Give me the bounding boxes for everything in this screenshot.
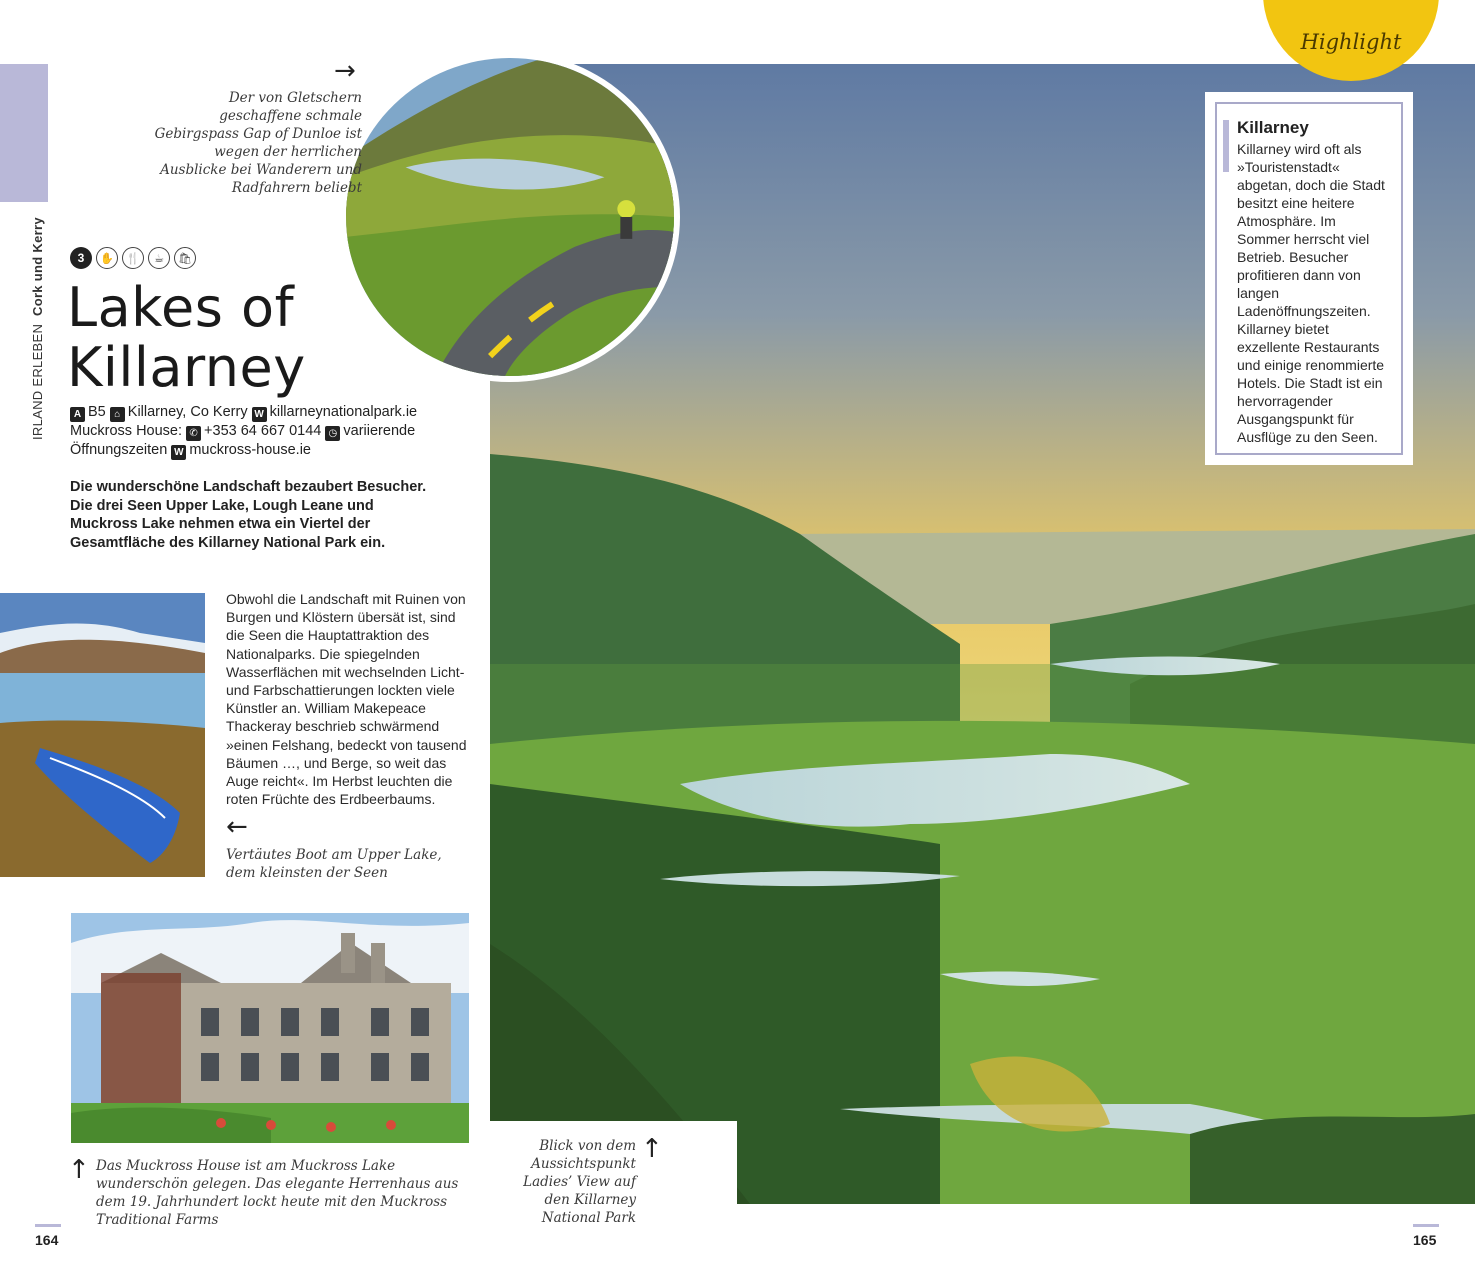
caption-boat: Vertäutes Boot am Upper Lake, dem kleinsten der Seen — [226, 847, 442, 881]
infobox-accent-bar — [1223, 120, 1229, 172]
photo-muckross-house — [71, 913, 469, 1143]
infobox-title: Killarney — [1237, 118, 1309, 137]
shopping-icon: 🛍 — [174, 247, 196, 269]
section-label — [30, 217, 45, 440]
web-icon: W — [252, 407, 267, 422]
address: Killarney, Co Kerry — [127, 404, 248, 420]
web-icon: W — [171, 445, 186, 460]
map-reference: B5 — [88, 404, 106, 420]
facility-icons — [70, 247, 196, 269]
cafe-icon: ☕ — [148, 247, 170, 269]
photo-gap-of-dunloe — [340, 52, 680, 382]
practical-info — [70, 403, 465, 460]
caption-hero: Blick von dem Aussichtspunkt Ladies’ View auf den Killarney National Park — [523, 1138, 636, 1226]
restaurant-icon: 🍴 — [122, 247, 144, 269]
website-link-muckross[interactable]: muckross-house.ie — [189, 442, 311, 458]
phone-number: +353 64 667 0144 — [204, 423, 322, 439]
section-label-region: Cork und Kerry — [30, 217, 45, 316]
caption-muckross-house: Das Muckross House ist am Muckross Lake wunderschön gelegen. Das elegante Herrenhaus aus dem 19. Jahrhundert lockt heute mit den Muckross Traditional Farms — [96, 1158, 459, 1228]
caption-gap-of-dunloe: Der von Gletschern geschaffene schmale Gebirgspass Gap of Dunloe ist wegen der herrlichen Ausblicke bei Wanderern und Radfahrern beliebt — [154, 90, 362, 196]
page-number-right: 165 — [1413, 1232, 1437, 1248]
entry-number-badge: 3 — [70, 247, 92, 269]
clock-icon: ◷ — [325, 426, 340, 441]
page-number-bar-right — [1413, 1224, 1439, 1227]
highlight-label: Highlight — [1300, 30, 1402, 54]
section-tab — [0, 64, 48, 202]
section-label-country: IRLAND ERLEBEN — [30, 323, 45, 440]
sidebar-infobox — [1205, 92, 1413, 465]
page-number-bar-left — [35, 1224, 61, 1227]
photo-boat-upper-lake — [0, 593, 205, 877]
title-line-1: Lakes of — [67, 276, 295, 339]
infobox-text: Killarney wird oft als »Touristenstadt« abgetan, doch die Stadt besitzt eine heitere Atmosphäre. Im Sommer herrscht viel Betrieb. Besucher profitieren dann von langen Ladenöffnungszeiten. Killarney bietet exzellente Restaurants und einige renommierte Hotels. Die Stadt ist ein hervorragender Ausgangspunkt für Ausflüge zu den Seen. — [1237, 141, 1385, 445]
intro-paragraph: Die wunderschöne Landschaft bezaubert Besucher. Die drei Seen Upper Lake, Lough Leane und Muckross Lake nehmen etwa ein Viertel der Gesamtfläche des Killarney National Park ein. — [70, 479, 427, 551]
infobox-frame — [1215, 102, 1403, 455]
title-line-2: Killarney — [67, 336, 306, 399]
page-title — [67, 278, 306, 398]
arrow-up-icon: ↑ — [68, 1155, 90, 1185]
arrow-left-icon: ← — [226, 812, 248, 842]
arrow-right-icon: → — [334, 56, 356, 86]
map-icon: A — [70, 407, 85, 422]
arrow-up-icon: ↑ — [641, 1134, 663, 1164]
body-paragraph: Obwohl die Landschaft mit Ruinen von Burgen und Klöstern übersät ist, sind die Seen die Hauptattraktion des Nationalparks. Die spiegelnden Wasserflächen mit wechselnden Licht- und Farbschattierungen lockten viele Künstler an. William Makepeace Thackeray beschrieb schwärmend »einen Felshang, bedeckt von tausend Bäumen …, und Berge, so weit das Auge reicht«. Im Herbst leuchten die roten Früchte des Erdbeerbaums. — [226, 591, 467, 808]
website-link[interactable]: killarneynationalpark.ie — [269, 404, 418, 420]
phone-icon: ✆ — [186, 426, 201, 441]
hiking-icon: ✋ — [96, 247, 118, 269]
muckross-label: Muckross House: — [70, 423, 183, 439]
opening-hours: variierende Öffnungszeiten — [70, 423, 416, 458]
address-icon: ⌂ — [110, 407, 125, 422]
page-number-left: 164 — [35, 1232, 59, 1248]
